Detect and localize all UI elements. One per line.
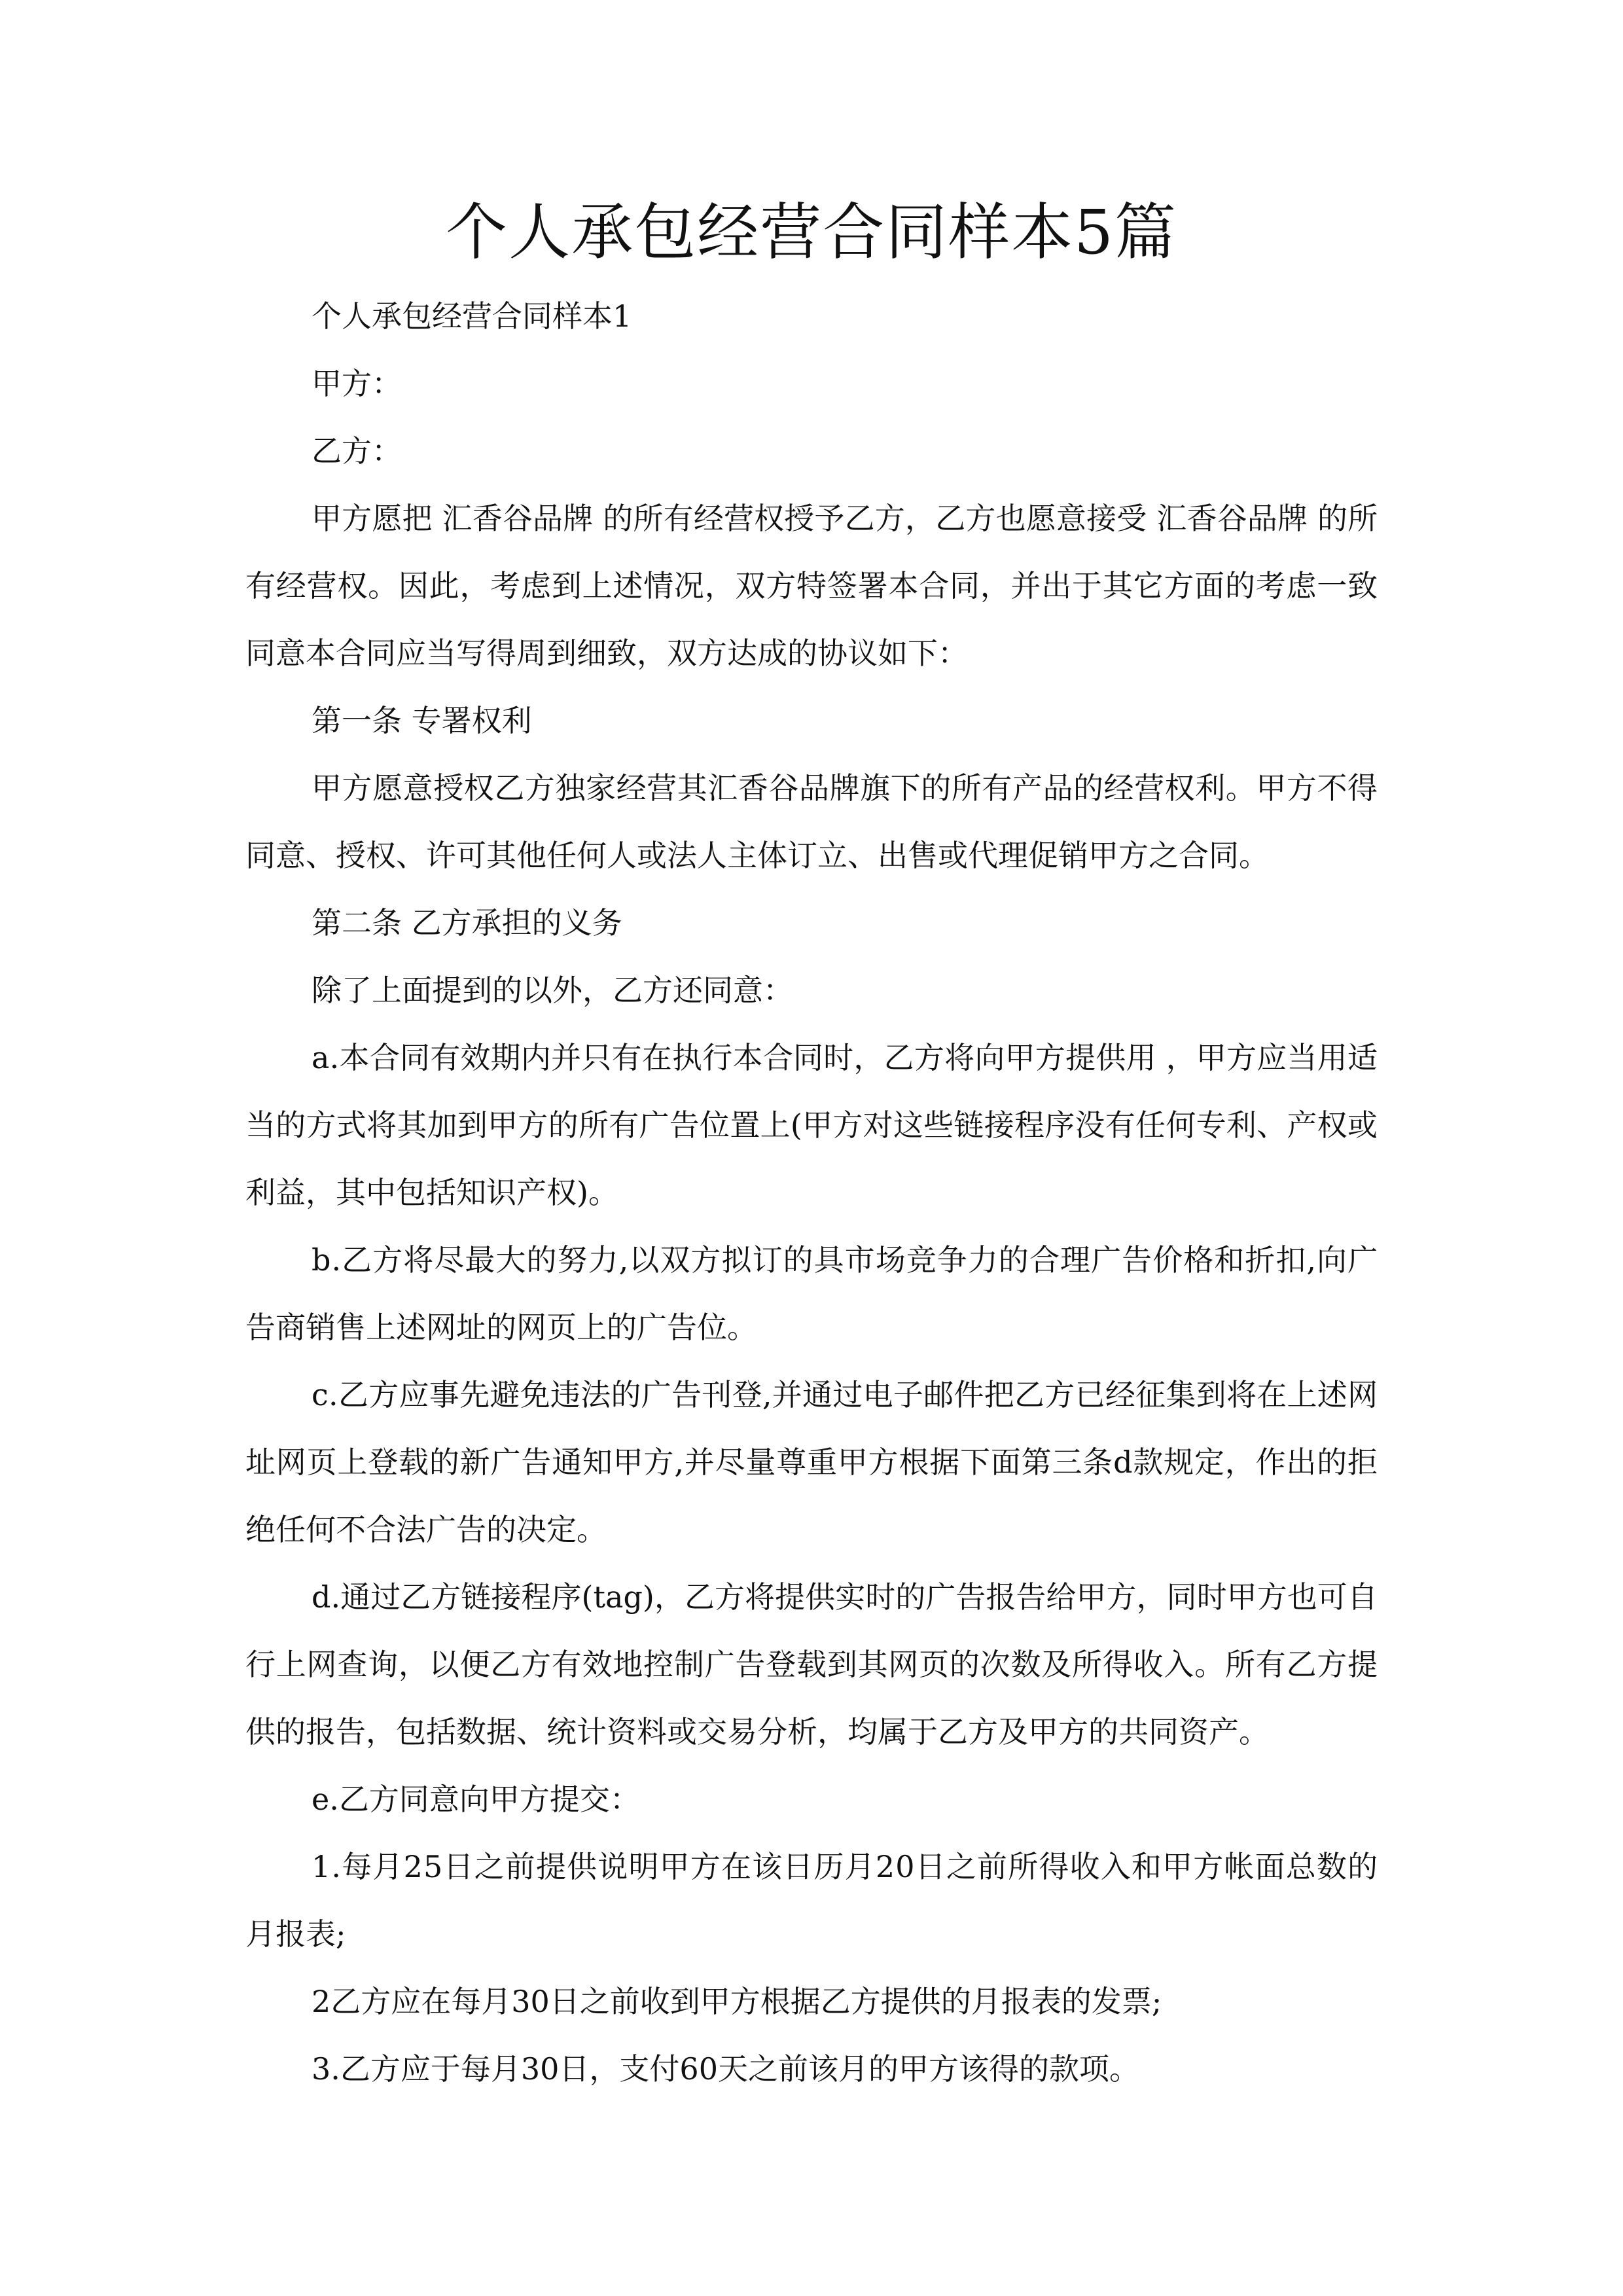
text-line: 址网页上登载的新广告通知甲方,并尽量尊重甲方根据下面第三条d款规定，作出的拒 [245, 1444, 1378, 1480]
clause-e-item-1 [245, 1833, 1378, 1968]
text-line: 1.每月25日之前提供说明甲方在该日历月20日之前所得收入和甲方帐面总数的 [312, 1849, 1379, 1884]
text-line: 当的方式将其加到甲方的所有广告位置上(甲方对这些链接程序没有任何专利、产权或 [245, 1107, 1378, 1143]
text-line: c.乙方应事先避免违法的广告刊登,并通过电子邮件把乙方已经征集到将在上述网 [312, 1377, 1378, 1412]
clause-d [245, 1564, 1378, 1766]
text-line: a.本合同有效期内并只有在执行本合同时，乙方将向甲方提供用 ，甲方应当用适 [312, 1040, 1378, 1075]
text-line: 有经营权。因此，考虑到上述情况，双方特签署本合同，并出于其它方面的考虑一致 [245, 568, 1378, 603]
text-line: 同意、授权、许可其他任何人或法人主体订立、出售或代理促销甲方之合同。 [245, 838, 1269, 873]
text-line: 供的报告，包括数据、统计资料或交易分析，均属于乙方及甲方的共同资产。 [245, 1714, 1269, 1749]
text-line: 月报表; [245, 1916, 346, 1952]
article-2-heading: 第二条 乙方承担的义务 [312, 905, 622, 941]
text-line: 行上网查询，以便乙方有效地控制广告登载到其网页的次数及所得收入。所有乙方提 [245, 1647, 1378, 1682]
party-b-label: 乙方： [312, 433, 402, 469]
document-body [245, 283, 1378, 2103]
clause-a [245, 1024, 1378, 1227]
party-a-label: 甲方： [312, 366, 402, 401]
clause-e-item-3: 3.乙方应于每月30日，支付60天之前该月的甲方该得的款项。 [312, 2051, 1139, 2087]
text-line: 甲方愿意授权乙方独家经营其汇香谷品牌旗下的所有产品的经营权利。甲方不得 [312, 770, 1378, 806]
text-line: d.通过乙方链接程序(tag)，乙方将提供实时的广告报告给甲方，同时甲方也可自 [312, 1579, 1378, 1615]
text-line: 绝任何不合法广告的决定。 [245, 1512, 607, 1547]
clause-c [245, 1361, 1378, 1564]
clause-e: e.乙方同意向甲方提交： [312, 1782, 640, 1817]
text-line: 利益，其中包括知识产权)。 [245, 1175, 618, 1210]
article-1-heading: 第一条 专署权利 [312, 703, 532, 738]
text-line: 告商销售上述网址的网页上的广告位。 [245, 1310, 757, 1345]
article-1-paragraph [245, 755, 1378, 889]
text-line: b.乙方将尽最大的努力,以双方拟订的具市场竞争力的合理广告价格和折扣,向广 [312, 1242, 1379, 1278]
intro-paragraph [245, 485, 1378, 687]
section-heading: 个人承包经营合同样本1 [312, 298, 632, 334]
text-line: 同意本合同应当写得周到细致，双方达成的协议如下： [245, 636, 968, 671]
document-title: 个人承包经营合同样本5篇 [446, 197, 1177, 268]
clause-e-item-2: 2乙方应在每月30日之前收到甲方根据乙方提供的月报表的发票; [312, 1984, 1162, 2019]
clause-b [245, 1227, 1378, 1361]
article-2-intro: 除了上面提到的以外，乙方还同意： [312, 973, 793, 1008]
text-line: 甲方愿把 汇香谷品牌 的所有经营权授予乙方，乙方也愿意接受 汇香谷品牌 的所 [312, 501, 1378, 536]
